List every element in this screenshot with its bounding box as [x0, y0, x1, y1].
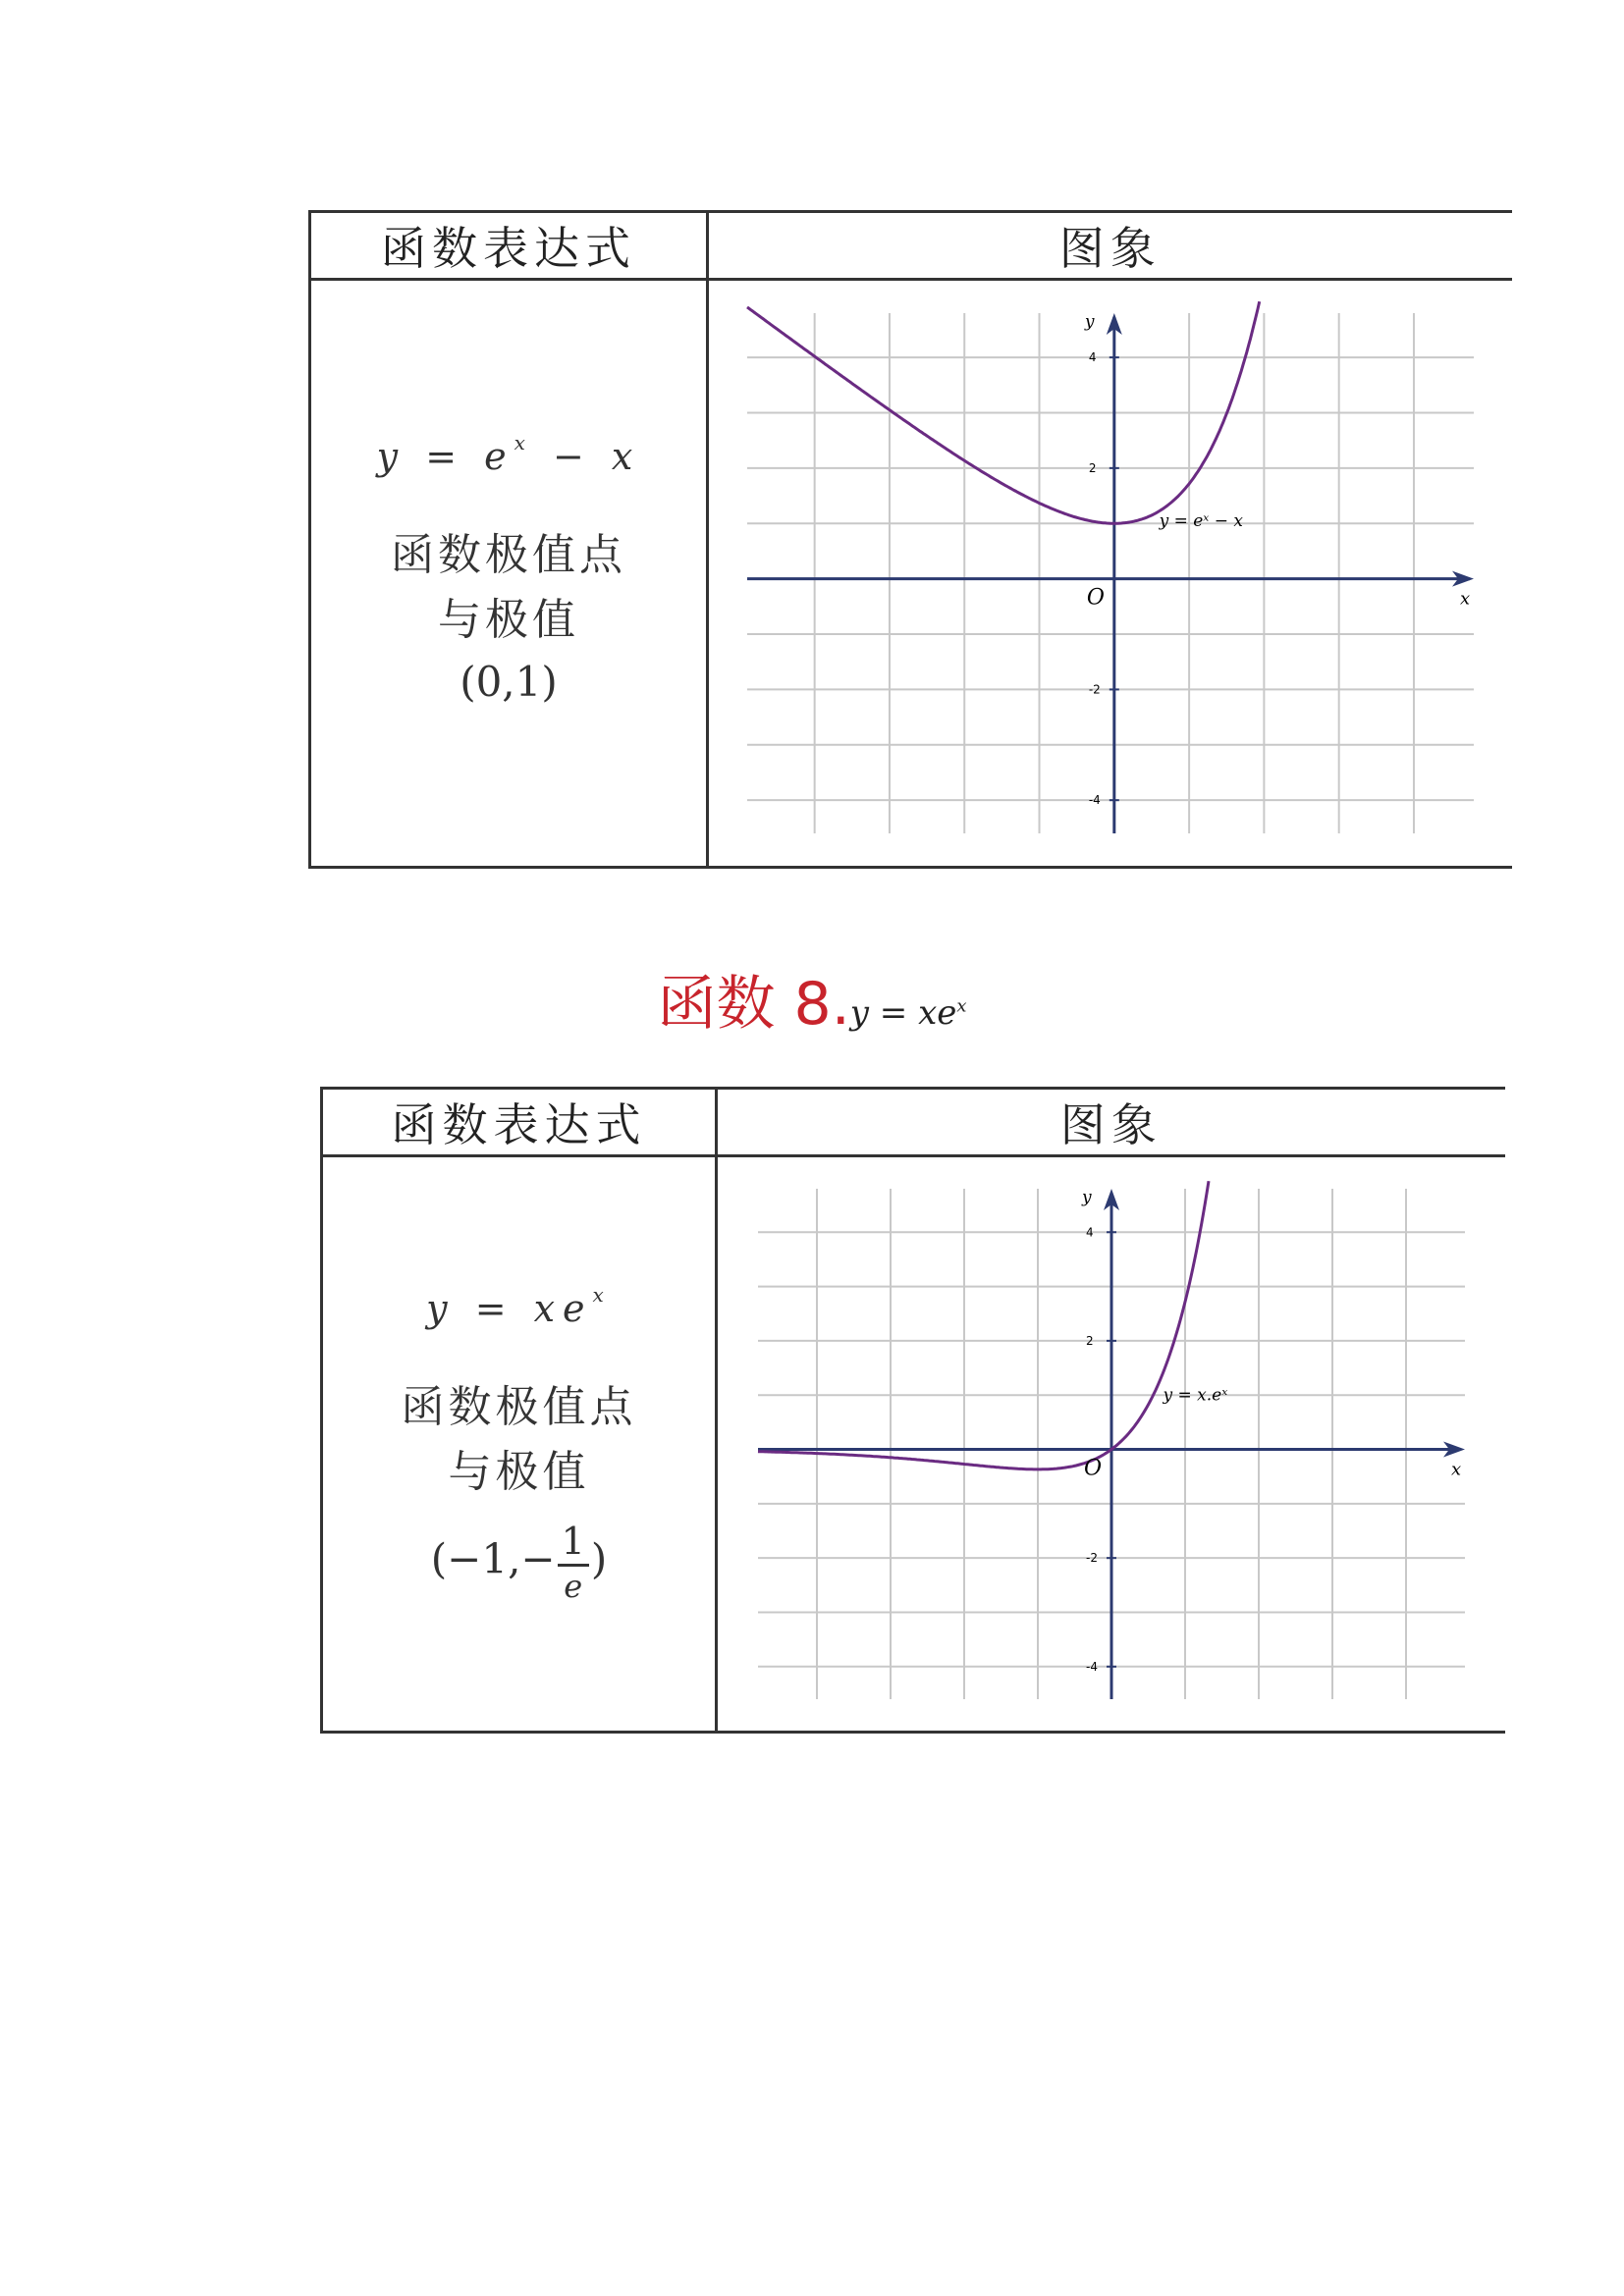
- function-graph-2: [738, 1169, 1485, 1719]
- curve-label: y = x.eˣ: [1163, 1385, 1227, 1406]
- extreme-label-line-2: 与极值: [438, 595, 579, 645]
- fraction: $\frac{1}{e}$: [558, 1522, 589, 1602]
- graph-cell: [717, 1156, 1505, 1733]
- y-tick-label: 4: [1088, 350, 1097, 365]
- y-tick-label: 4: [1085, 1225, 1094, 1240]
- extreme-label-line-1: 函数极值点: [401, 1381, 637, 1432]
- section-heading-formula: $y = xe^x$: [849, 993, 967, 1033]
- graph-cell: [708, 280, 1512, 868]
- y-tick-label: -4: [1085, 1659, 1098, 1674]
- header-graph: 图象: [717, 1089, 1505, 1156]
- function-table-2: [320, 1087, 1505, 1734]
- header-expression: 函数表达式: [322, 1089, 717, 1156]
- function-formula: $y = xe^x$: [426, 1282, 612, 1330]
- header-graph: 图象: [708, 212, 1512, 280]
- y-tick-label: -2: [1088, 682, 1101, 697]
- curve-line: [758, 1181, 1209, 1469]
- extreme-value: (−1,− $\frac{1}{e}$ ): [430, 1519, 608, 1605]
- origin-label: O: [1083, 1456, 1102, 1481]
- y-tick-label: -2: [1085, 1551, 1098, 1566]
- expression-cell: [310, 280, 708, 868]
- x-axis-label: x: [1450, 1459, 1461, 1480]
- x-axis-label: x: [1459, 588, 1470, 610]
- function-graph-1: [728, 294, 1493, 853]
- extreme-label-line-1: 函数极值点: [391, 530, 626, 580]
- curve-label: y = eˣ − x: [1159, 511, 1243, 532]
- y-axis-label: y: [1081, 1188, 1092, 1207]
- header-expression: 函数表达式: [310, 212, 708, 280]
- y-tick-label: 2: [1088, 460, 1097, 475]
- function-formula: $y = e^x - x$: [376, 431, 641, 478]
- y-tick-label: 2: [1085, 1333, 1094, 1348]
- expression-cell: [322, 1156, 717, 1733]
- y-axis-label: y: [1084, 312, 1095, 332]
- section-heading-label: 函数 8.: [657, 970, 850, 1039]
- section-heading: [0, 957, 1624, 1041]
- extreme-value: (0,1): [460, 658, 558, 706]
- origin-label: O: [1086, 585, 1105, 611]
- function-table-1: [308, 210, 1512, 869]
- extreme-label-line-2: 与极值: [448, 1446, 590, 1497]
- y-tick-label: -4: [1088, 793, 1101, 808]
